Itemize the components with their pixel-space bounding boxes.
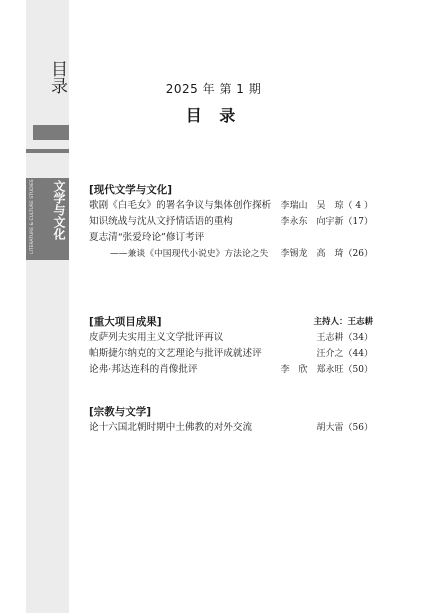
entry-title: 夏志清“张爱玲论”修订考评 — [89, 232, 205, 243]
section-religion-literature — [89, 404, 373, 436]
sidebar-divider — [26, 149, 69, 153]
toc-entry-subtitle[interactable] — [89, 246, 373, 262]
entry-title: 帕斯捷尔纳克的文艺理论与批评成就述评 — [89, 348, 262, 359]
section-heading-text: [重大项目成果] — [89, 316, 162, 328]
entry-author-page: 李锡龙 高 琦（26） — [280, 249, 373, 259]
section-modern-literature — [89, 182, 373, 262]
entry-title: 知识统战与沈从文抒情话语的重构 — [89, 216, 233, 227]
toc-entry[interactable] — [89, 346, 373, 362]
entry-title: 论弗·邦达连科的肖像批评 — [89, 364, 198, 375]
entry-author-page: 李 欣 郑永旺（50） — [280, 365, 373, 375]
toc-entry[interactable] — [89, 420, 373, 436]
page-title: 目 录 — [185, 106, 242, 125]
toc-entry[interactable] — [89, 214, 373, 230]
entry-author-page: 李瑞山 吴 琼（ 4 ） — [280, 201, 373, 211]
entry-subtitle: ——兼谈《中国现代小说史》方法论之失 — [110, 249, 269, 259]
toc-entry[interactable] — [89, 230, 373, 246]
entry-title: 皮萨列夫实用主义文学批评再议 — [89, 332, 224, 343]
toc-entry[interactable] — [89, 330, 373, 346]
entry-title: 论十六国北朝时期中土佛教的对外交流 — [89, 422, 253, 433]
section-major-projects — [89, 314, 373, 378]
journal-logo — [26, 178, 69, 260]
sidebar-contents-label: 目录 — [47, 60, 67, 94]
toc-entry[interactable] — [89, 362, 373, 378]
section-host: 主持人：王志耕 — [313, 317, 373, 327]
toc-entry[interactable] — [89, 198, 373, 214]
entry-author-page: 胡大雷（56） — [316, 423, 373, 433]
section-heading-text: [现代文学与文化] — [89, 184, 173, 196]
journal-logo-text: 文学与文化 — [52, 180, 66, 240]
section-heading — [89, 404, 373, 420]
issue-number: 2025 年 第 1 期 — [165, 82, 262, 96]
entry-author-page: 汪介之（44） — [316, 349, 373, 359]
entry-title: 歌剧《白毛女》的署名争议与集体创作探析 — [89, 200, 272, 211]
entry-author-page: 李永东 向宇新（17） — [280, 217, 373, 227]
section-heading — [89, 182, 373, 198]
entry-author-page: 王志耕（34） — [316, 333, 373, 343]
sidebar-dark-bar — [33, 125, 69, 140]
section-heading — [89, 314, 373, 330]
section-heading-text: [宗教与文学] — [89, 406, 152, 418]
journal-logo-latin: LITERATURE & CULTURE STUDIES — [30, 179, 35, 254]
